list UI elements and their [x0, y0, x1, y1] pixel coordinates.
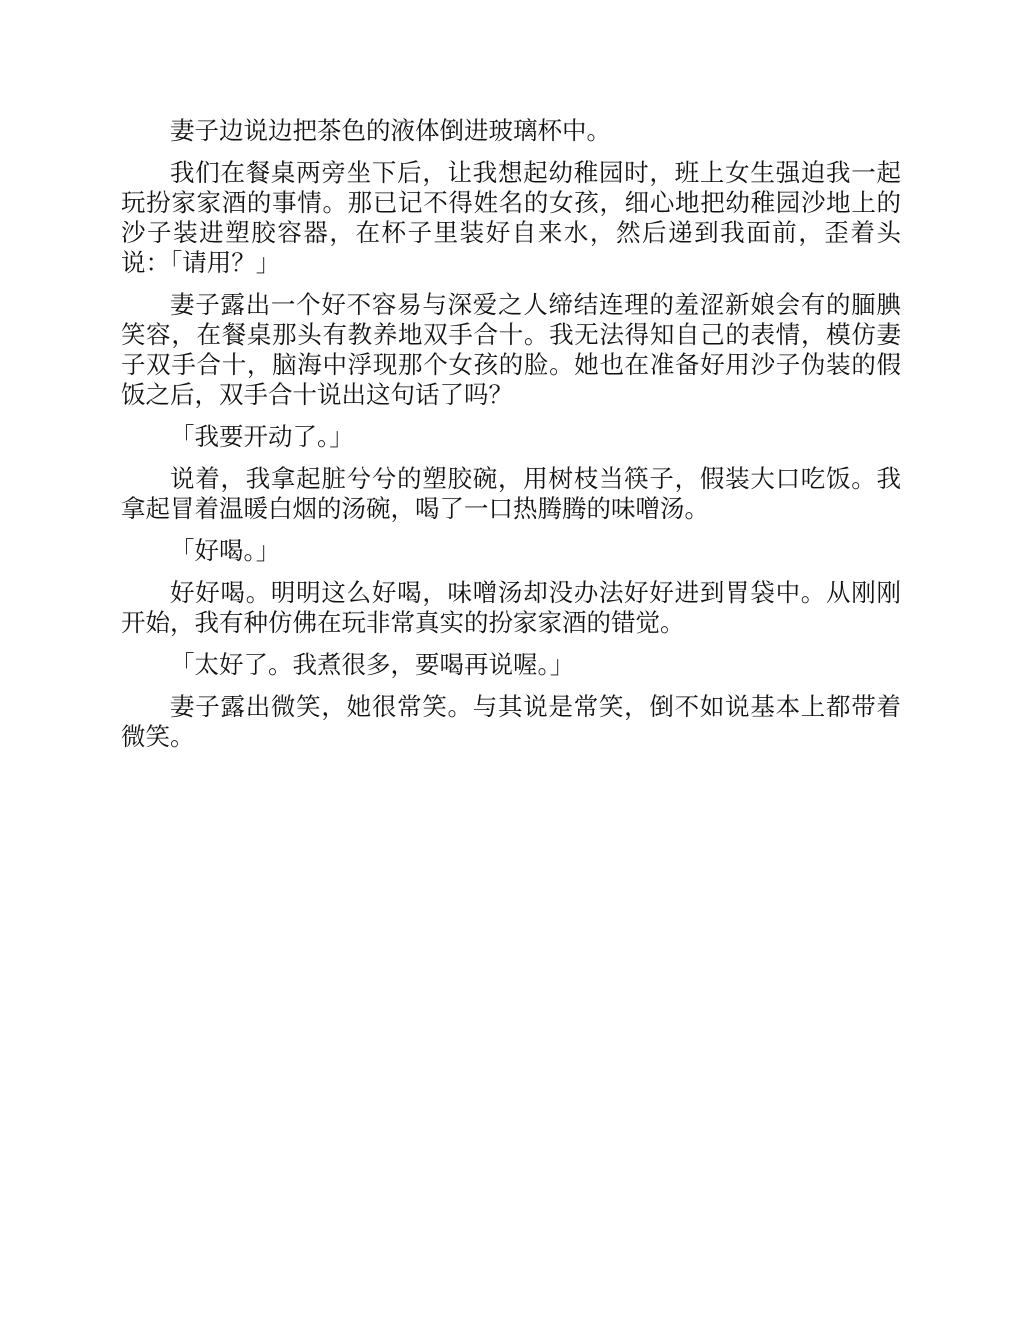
paragraph: 妻子露出微笑，她很常笑。与其说是常笑，倒不如说基本上都带着微笑。: [121, 692, 901, 751]
paragraph: 说着，我拿起脏兮兮的塑胶碗，用树枝当筷子，假装大口吃饭。我拿起冒着温暖白烟的汤碗，喝了一口热腾腾的味噌汤。: [121, 464, 901, 523]
paragraph-dialogue: 「我要开动了。」: [170, 422, 354, 451]
paragraph: 妻子露出一个好不容易与深爱之人缔结连理的羞涩新娘会有的腼腆笑容，在餐桌那头有教养地双手合十。我无法得知自己的表情，模仿妻子双手合十，脑海中浮现那个女孩的脸。她也在准备好用沙子伪装的假饭之后，双手合十说出这句话了吗？: [121, 290, 901, 409]
paragraph: 我们在餐桌两旁坐下后，让我想起幼稚园时，班上女生强迫我一起玩扮家家酒的事情。那已记不得姓名的女孩，细心地把幼稚园沙地上的沙子装进塑胶容器，在杯子里装好自来水，然后递到我面前，歪着头说：「请用？」: [121, 158, 901, 277]
paragraph-dialogue: 「太好了。我煮很多，要喝再说喔。」: [170, 650, 575, 679]
paragraph-dialogue: 「好喝。」: [170, 536, 281, 565]
paragraph: 好好喝。明明这么好喝，味噌汤却没办法好好进到胃袋中。从刚刚开始，我有种仿佛在玩非常真实的扮家家酒的错觉。: [121, 578, 901, 637]
document-body: [121, 116, 901, 764]
paragraph: 妻子边说边把茶色的液体倒进玻璃杯中。: [170, 116, 611, 145]
